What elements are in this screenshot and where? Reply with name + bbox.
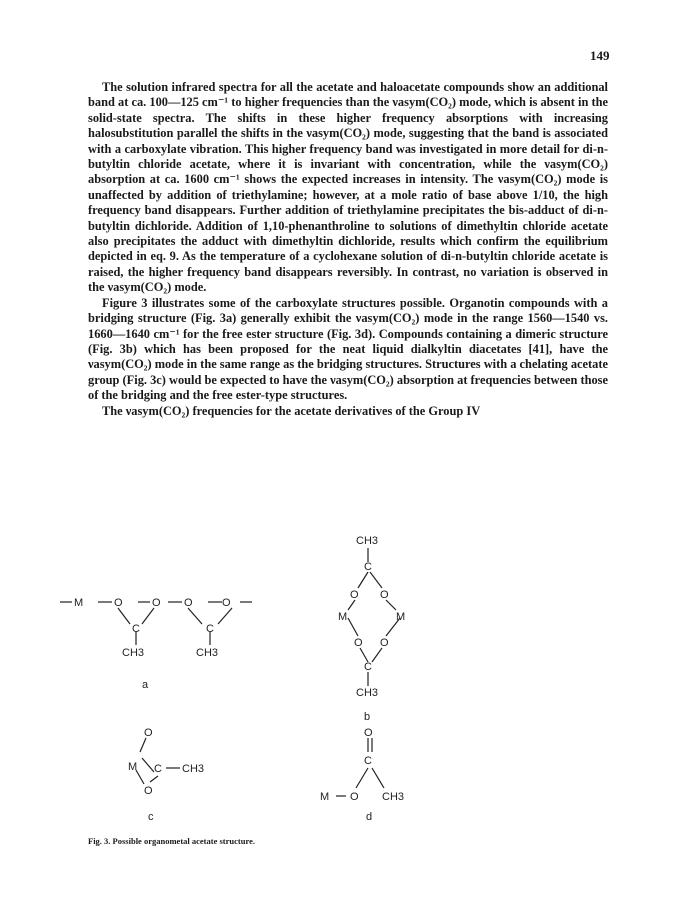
atom-o: O bbox=[364, 727, 373, 739]
label-c: c bbox=[148, 811, 154, 823]
paragraph-2: Figure 3 illustrates some of the carboxylate structures possible. Organotin compounds with a bridging structure (Fig. 3a) generally exhibit the νasym(CO₂) mode in the range 1560—1540 vs. 1660—1640 cm⁻¹ for the free ester structure (Fig. 3d). Compounds containing a dimeric structure (Fig. 3b) which has been proposed for the neat liquid dialkyltin diacetates [41], have the νasym(CO₂) mode in the same range as the bridging structures. Structures with a chelating acetate group (Fig. 3c) would be expected to have the νasym(CO₂) absorption at frequencies between those of the bridging and the free ester-type structures. bbox=[88, 295, 608, 403]
atom-o: O bbox=[144, 785, 153, 797]
atom-o: O bbox=[222, 597, 231, 609]
body-text bbox=[88, 80, 608, 419]
atom-c: C bbox=[364, 561, 372, 573]
methyl-group: CH3 bbox=[182, 763, 205, 775]
atom-m: M bbox=[396, 611, 406, 623]
atom-o: O bbox=[350, 791, 359, 803]
methyl-group: CH3 bbox=[356, 687, 379, 699]
atom-c: C bbox=[154, 763, 162, 775]
atom-m: M bbox=[338, 611, 348, 623]
atom-o: O bbox=[114, 597, 123, 609]
atom-o: O bbox=[354, 637, 363, 649]
atom-o: O bbox=[350, 589, 359, 601]
methyl-group: CH3 bbox=[196, 647, 219, 659]
label-b: b bbox=[364, 711, 371, 723]
page-number: 149 bbox=[590, 48, 610, 63]
methyl-group: CH3 bbox=[122, 647, 145, 659]
atom-m: M bbox=[74, 597, 84, 609]
paragraph-3: The νasym(CO₂) frequencies for the acetate derivatives of the Group IV bbox=[102, 403, 481, 418]
atom-c: C bbox=[132, 623, 140, 635]
atom-o: O bbox=[380, 589, 389, 601]
atom-o: O bbox=[184, 597, 193, 609]
atom-m: M bbox=[320, 791, 330, 803]
atom-c: C bbox=[206, 623, 214, 635]
label-a: a bbox=[142, 679, 149, 691]
atom-o: O bbox=[380, 637, 389, 649]
label-d: d bbox=[366, 811, 373, 823]
methyl-group: CH3 bbox=[382, 791, 405, 803]
methyl-group: CH3 bbox=[356, 535, 379, 547]
paragraph-1: The solution infrared spectra for all the acetate and haloacetate compounds show an additional band at ca. 100—125 cm⁻¹ to higher frequencies than the νasym(CO₂) mode, which is absent in the solid-state spectra. The shifts in these higher frequency absorptions with increasing halosubstitution parallel the shifts in the νasym(CO₂) mode, suggesting that the band is associated with a carboxylate vibration. This higher frequency band was investigated in more detail for di-n-butyltin chloride acetate, where it is invariant with concentration, while the νasym(CO₂) absorption at ca. 1600 cm⁻¹ shows the expected increases in intensity. The νasym(CO₂) mode is unaffected by addition of triethylamine; however, at a mole ratio of base above 1/10, the high frequency band disappears. Further addition of triethylamine precipitates the bis-adduct of di-n-butyltin dichloride. Addition of 1,10-phenanthroline to solutions of dimethyltin chloride acetate also precipitates the adduct with dimethyltin dichloride, results which confirm the equilibrium depicted in eq. 9. As the temperature of a cyclohexane solution of di-n-butyltin chloride acetate is raised, the higher frequency band disappears reversibly. In contrast, no variation is observed in the νasym(CO₂) mode. bbox=[88, 80, 608, 295]
atom-o: O bbox=[144, 727, 153, 739]
atom-c: C bbox=[364, 661, 372, 673]
figure-3-structures bbox=[50, 520, 610, 830]
atom-o: O bbox=[152, 597, 161, 609]
figure-caption: Fig. 3. Possible organometal acetate structure. bbox=[88, 836, 255, 846]
atom-c: C bbox=[364, 755, 372, 767]
atom-m: M bbox=[128, 761, 138, 773]
